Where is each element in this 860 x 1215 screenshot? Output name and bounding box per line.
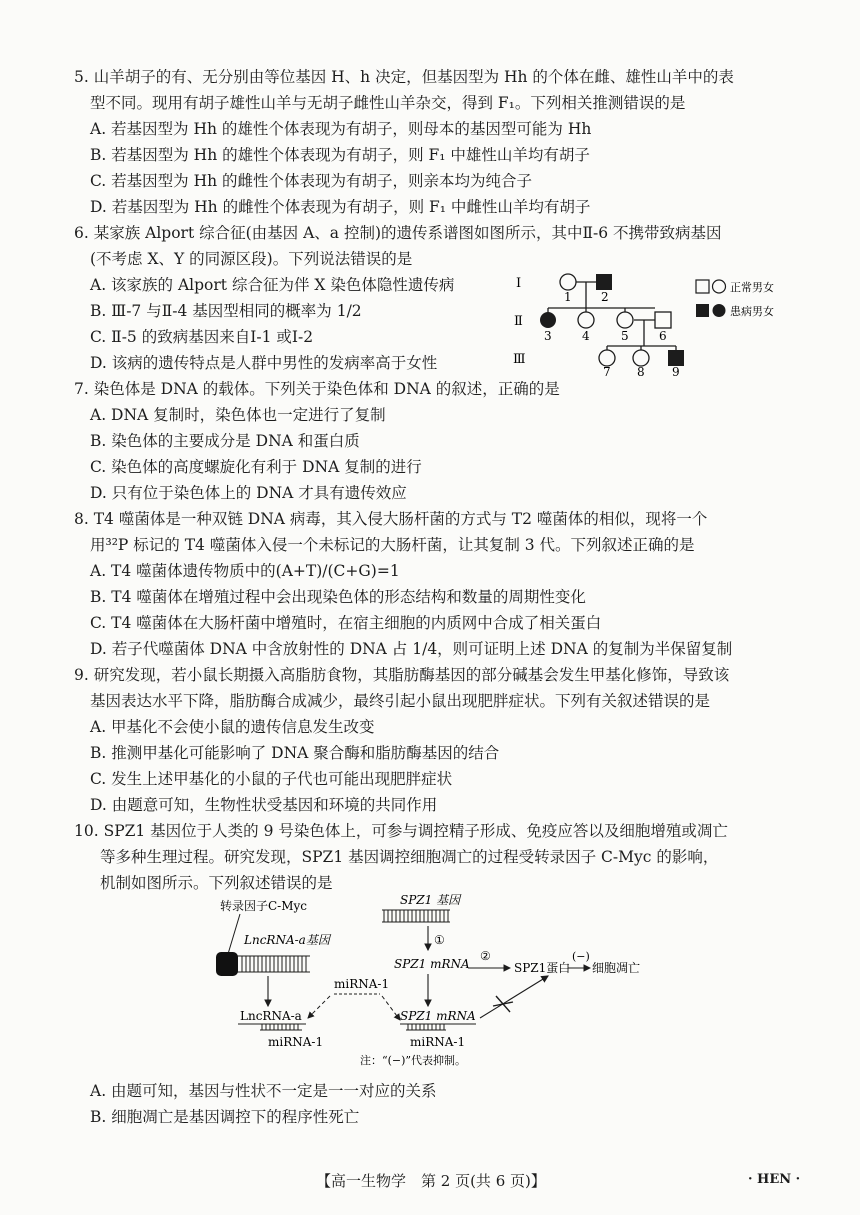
q8-stem-line2: 用³²P 标记的 T4 噬菌体入侵一个未标记的大肠杆菌，让其复制 3 代。下列叙述正确的是: [90, 536, 695, 554]
pedigree-num-6: 6: [659, 329, 667, 343]
pedigree-figure: [510, 268, 820, 378]
pedigree-I1-female-normal: [560, 274, 576, 290]
pedigree-num-9: 9: [672, 365, 680, 378]
q6-option-c: C. Ⅱ-5 的致病基因来自Ⅰ-1 或Ⅰ-2: [90, 328, 314, 346]
footer-code: · HEN ·: [748, 1172, 801, 1187]
diagram-spz1-protein: SPZ1蛋白: [514, 961, 571, 975]
q7-stem: 7. 染色体是 DNA 的载体。下列关于染色体和 DNA 的叙述，正确的是: [74, 380, 560, 398]
diagram-lnc-rna-label: LncRNA-a: [240, 1009, 302, 1023]
q6-option-a: A. 该家族的 Alport 综合征为伴 X 染色体隐性遗传病: [90, 276, 455, 294]
diagram-c-myc-block: [216, 952, 238, 976]
pedigree-num-7: 7: [603, 365, 611, 378]
legend-affected-female-icon: [713, 304, 726, 317]
mechanism-diagram: [210, 888, 690, 1068]
diagram-lnc-gene-label: LncRNA-a基因: [244, 933, 330, 947]
q6-option-d: D. 该病的遗传特点是人群中男性的发病率高于女性: [90, 354, 438, 372]
legend-affected-male-icon: [696, 304, 709, 317]
q10-stem-line2: 等多种生理过程。研究发现，SPZ1 基因调控细胞凋亡的过程受转录因子 C-Myc 的影响，: [100, 848, 719, 866]
pedigree-gen-label-1: Ⅰ: [516, 276, 522, 291]
diagram-mirna-bound-2: miRNA-1: [410, 1035, 466, 1049]
pedigree-III8-female-normal: [633, 350, 649, 366]
q10-option-b: B. 细胞凋亡是基因调控下的程序性死亡: [90, 1108, 360, 1126]
pedigree-II6-male-normal: [655, 312, 671, 328]
legend-normal-label: 正常男女: [730, 281, 774, 294]
diagram-inhibit-sign: (−): [572, 950, 590, 963]
pedigree-num-3: 3: [544, 329, 552, 343]
q5-stem-line1: 5. 山羊胡子的有、无分别由等位基因 H、h 决定，但基因型为 Hh 的个体在雌、雄性山羊中的表: [74, 68, 734, 86]
diagram-step1: ①: [434, 933, 445, 947]
diagram-note: 注：“(−)”代表抑制。: [360, 1054, 467, 1067]
diagram-mirna-bound-1: miRNA-1: [268, 1035, 324, 1049]
q10-stem-line1: 10. SPZ1 基因位于人类的 9 号染色体上，可参与调控精子形成、免疫应答以及细胞增殖或凋亡: [74, 822, 728, 840]
q9-stem-line1: 9. 研究发现，若小鼠长期摄入高脂肪食物，其脂肪酶基因的部分碱基会发生甲基化修饰，导致该: [74, 666, 730, 684]
page-footer: [0, 1170, 860, 1200]
q8-option-d: D. 若子代噬菌体 DNA 中含放射性的 DNA 占 1/4，则可证明上述 DNA 的复制为半保留复制: [90, 640, 733, 658]
q5-option-a: A. 若基因型为 Hh 的雄性个体表现为有胡子，则母本的基因型可能为 Hh: [90, 120, 592, 138]
pedigree-II3-female-affected: [540, 312, 556, 328]
q5-option-b: B. 若基因型为 Hh 的雄性个体表现为有胡子，则 F₁ 中雄性山羊均有胡子: [90, 146, 590, 164]
pedigree-II5-female-normal: [617, 312, 633, 328]
legend-normal-male-icon: [696, 280, 709, 293]
pedigree-gen-label-2: Ⅱ: [514, 314, 523, 329]
q7-option-d: D. 只有位于染色体上的 DNA 才具有遗传效应: [90, 484, 407, 502]
pedigree-num-2: 2: [601, 290, 609, 304]
pedigree-III9-male-affected: [668, 350, 684, 366]
pedigree-num-5: 5: [621, 329, 629, 343]
q8-option-a: A. T4 噬菌体遗传物质中的(A+T)/(C+G)=1: [90, 562, 400, 580]
pedigree-III7-female-normal: [599, 350, 615, 366]
diagram-mirna-label: miRNA-1: [334, 977, 390, 991]
q9-option-b: B. 推测甲基化可能影响了 DNA 聚合酶和脂肪酶基因的结合: [90, 744, 500, 762]
q8-stem-line1: 8. T4 噬菌体是一种双链 DNA 病毒，其入侵大肠杆菌的方式与 T2 噬菌体的相似，现将一个: [74, 510, 708, 528]
pedigree-I2-male-affected: [596, 274, 612, 290]
legend-normal-female-icon: [713, 280, 726, 293]
pedigree-num-1: 1: [564, 290, 572, 304]
q5-option-c: C. 若基因型为 Hh 的雌性个体表现为有胡子，则亲本均为纯合子: [90, 172, 533, 190]
q8-option-c: C. T4 噬菌体在大肠杆菌中增殖时，在宿主细胞的内质网中合成了相关蛋白: [90, 614, 602, 632]
diagram-tf-label: 转录因子C-Myc: [220, 899, 308, 913]
q10-option-a: A. 由题可知，基因与性状不一定是一一对应的关系: [90, 1082, 437, 1100]
diagram-spz1-mrna-2: SPZ1 mRNA: [400, 1009, 476, 1023]
q10-stem-line3: 机制如图所示。下列叙述错误的是: [100, 874, 333, 892]
q6-option-b: B. Ⅲ-7 与Ⅱ-4 基因型相同的概率为 1/2: [90, 302, 362, 320]
q8-option-b: B. T4 噬菌体在增殖过程中会出现染色体的形态结构和数量的周期性变化: [90, 588, 586, 606]
diagram-spz1-gene-label: SPZ1 基因: [400, 893, 461, 907]
q7-option-b: B. 染色体的主要成分是 DNA 和蛋白质: [90, 432, 360, 450]
pedigree-II4-female-normal: [578, 312, 594, 328]
q6-stem-line1: 6. 某家族 Alport 综合征(由基因 A、a 控制)的遗传系谱图如图所示，其中Ⅱ-6 不携带致病基因: [74, 224, 722, 242]
q6-stem-line2: (不考虑 X、Y 的同源区段)。下列说法错误的是: [90, 250, 413, 268]
pedigree-gen-label-3: Ⅲ: [513, 352, 526, 367]
q9-stem-line2: 基因表达水平下降，脂肪酶合成减少，最终引起小鼠出现肥胖症状。下列有关叙述错误的是: [90, 692, 711, 710]
diagram-step2: ②: [480, 949, 491, 963]
footer-page-info: 【高一生物学 第 2 页(共 6 页)】: [316, 1172, 546, 1190]
q9-option-a: A. 甲基化不会使小鼠的遗传信息发生改变: [90, 718, 375, 736]
pedigree-num-8: 8: [637, 365, 645, 378]
q9-option-c: C. 发生上述甲基化的小鼠的子代也可能出现肥胖症状: [90, 770, 453, 788]
q7-option-a: A. DNA 复制时，染色体也一定进行了复制: [90, 406, 386, 424]
q5-option-d: D. 若基因型为 Hh 的雌性个体表现为有胡子，则 F₁ 中雌性山羊均有胡子: [90, 198, 591, 216]
diagram-apoptosis: 细胞凋亡: [592, 961, 641, 975]
pedigree-num-4: 4: [582, 329, 590, 343]
q7-option-c: C. 染色体的高度螺旋化有利于 DNA 复制的进行: [90, 458, 422, 476]
legend-affected-label: 患病男女: [730, 305, 774, 318]
diagram-spz1-mrna-label: SPZ1 mRNA: [394, 957, 470, 971]
q9-option-d: D. 由题意可知，生物性状受基因和环境的共同作用: [90, 796, 438, 814]
q5-stem-line2: 型不同。现用有胡子雄性山羊与无胡子雌性山羊杂交，得到 F₁。下列相关推测错误的是: [90, 94, 686, 112]
